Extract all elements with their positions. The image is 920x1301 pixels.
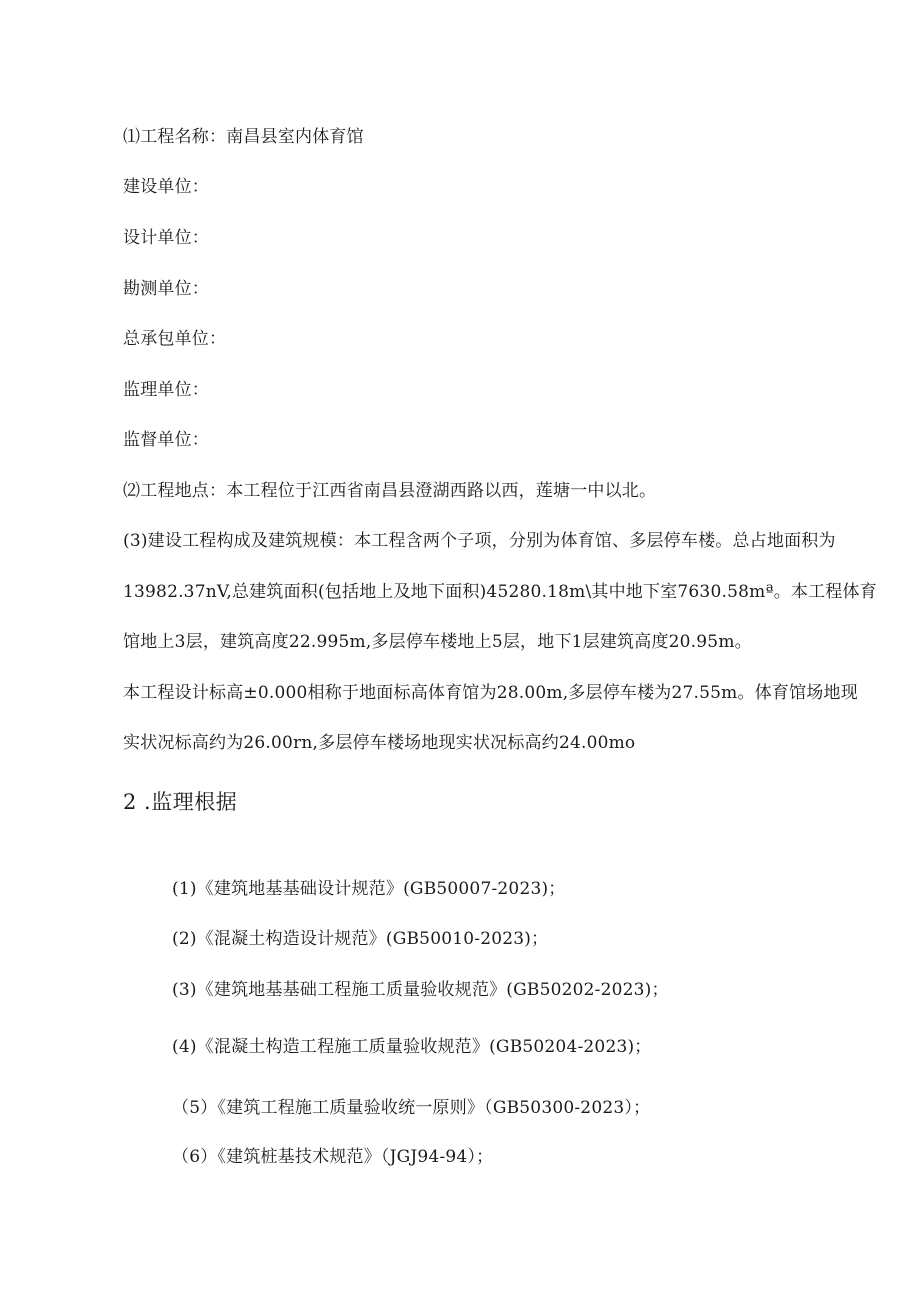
basis-item: （5）《建筑工程施工质量验收统一原则》（GB50300-2023）； (172, 1098, 651, 1118)
general-contractor-unit: 总承包单位： (123, 329, 227, 349)
supervision-unit: 监理单位： (123, 380, 209, 400)
scale-line-3: 馆地上3层，建筑高度22.995m,多层停车楼地上5层，地下1层建筑高度20.95m。 (123, 632, 752, 652)
basis-item: （6）《建筑桩基技术规范》（JGJ94-94）； (172, 1147, 494, 1167)
inspection-unit: 监督单位： (123, 430, 209, 450)
basis-item: (4)《混凝土构造工程施工质量验收规范》(GB50204-2023)； (172, 1037, 652, 1057)
scale-line-1: (3)建设工程构成及建筑规模：本工程含两个子项，分别为体育馆、多层停车楼。总占地面积为 (123, 531, 836, 551)
scale-line-2: 13982.37nV,总建筑面积(包括地上及地下面积)45280.18m\其中地下室7630.58mª。本工程体育 (123, 582, 877, 602)
survey-unit: 勘测单位： (123, 279, 209, 299)
project-name: ⑴工程名称：南昌县室内体育馆 (123, 127, 364, 147)
scale-line-5: 实状况标高约为26.00rn,多层停车楼场地现实状况标高约24.00mo (123, 733, 636, 753)
builder-unit: 建设单位： (123, 177, 209, 197)
basis-item: (3)《建筑地基基础工程施工质量验收规范》(GB50202-2023)； (172, 980, 669, 1000)
basis-item: (2)《混凝土构造设计规范》(GB50010-2023)； (172, 929, 549, 949)
project-location: ⑵工程地点：本工程位于江西省南昌县澄湖西路以西，莲塘一中以北。 (123, 481, 657, 501)
section-heading: 2 .监理根据 (123, 790, 238, 814)
scale-line-4: 本工程设计标高±0.000相称于地面标高体育馆为28.00m,多层停车楼为27.55m。体育馆场地现 (123, 683, 858, 703)
basis-item: (1)《建筑地基基础设计规范》(GB50007-2023)； (172, 879, 566, 899)
design-unit: 设计单位： (123, 228, 209, 248)
